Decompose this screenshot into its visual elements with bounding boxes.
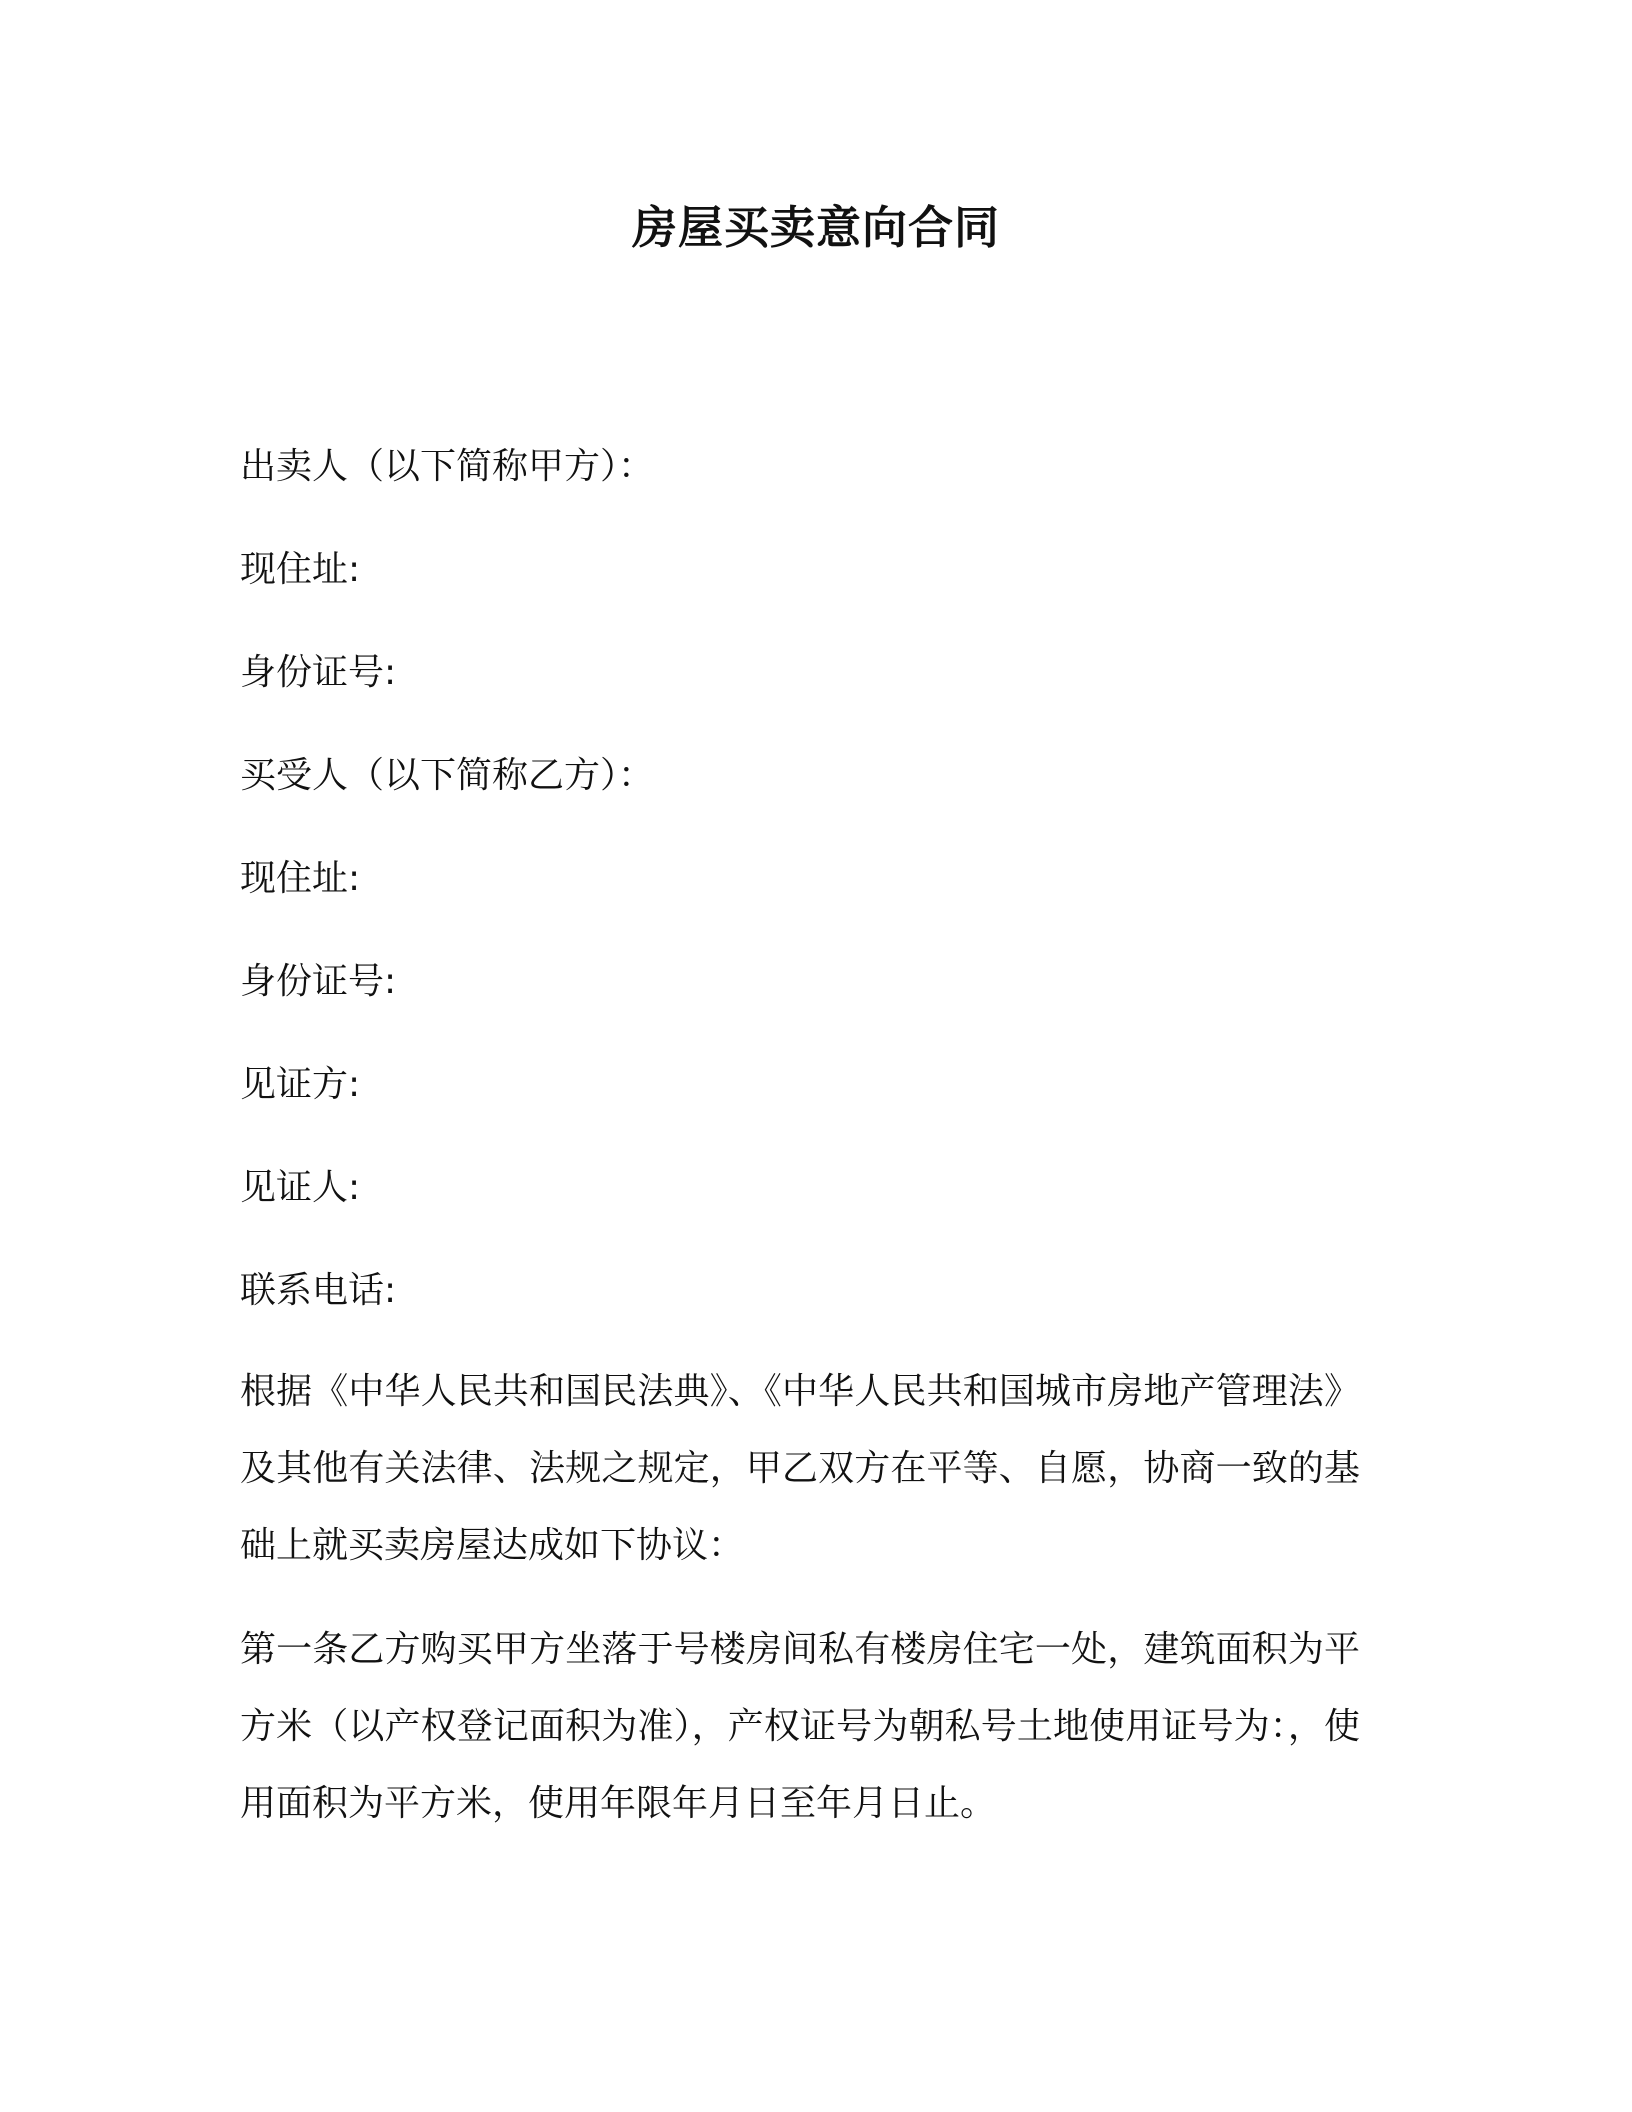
seller-label: 出卖人（以下简称甲方）： [240,446,655,487]
witness-party-label: 见证方: [240,1064,361,1105]
page-title: 房屋买卖意向合同 [631,201,1000,254]
buyer-address-label: 现住址: [240,858,361,899]
seller-id-label: 身份证号: [240,652,397,693]
buyer-id-label: 身份证号: [240,961,397,1002]
witness-person-label: 见证人: [240,1167,361,1208]
preamble-paragraph: 根据《中华人民共和国民法典》、《中华人民共和国城市房地产管理法》及其他有关法律、法规之规定，甲乙双方在平等、自愿，协商一致的基础上就买卖房屋达成如下协议： [240,1371,1360,1566]
article-one-paragraph: 第一条乙方购买甲方坐落于号楼房间私有楼房住宅一处，建筑面积为平方米（以产权登记面积为准），产权证号为朝私号土地使用证号为：，使用面积为平方米，使用年限年月日至年月日止。 [240,1629,1360,1824]
seller-address-label: 现住址: [240,549,361,590]
buyer-label: 买受人（以下简称乙方）： [240,755,655,796]
phone-label: 联系电话: [240,1270,397,1311]
